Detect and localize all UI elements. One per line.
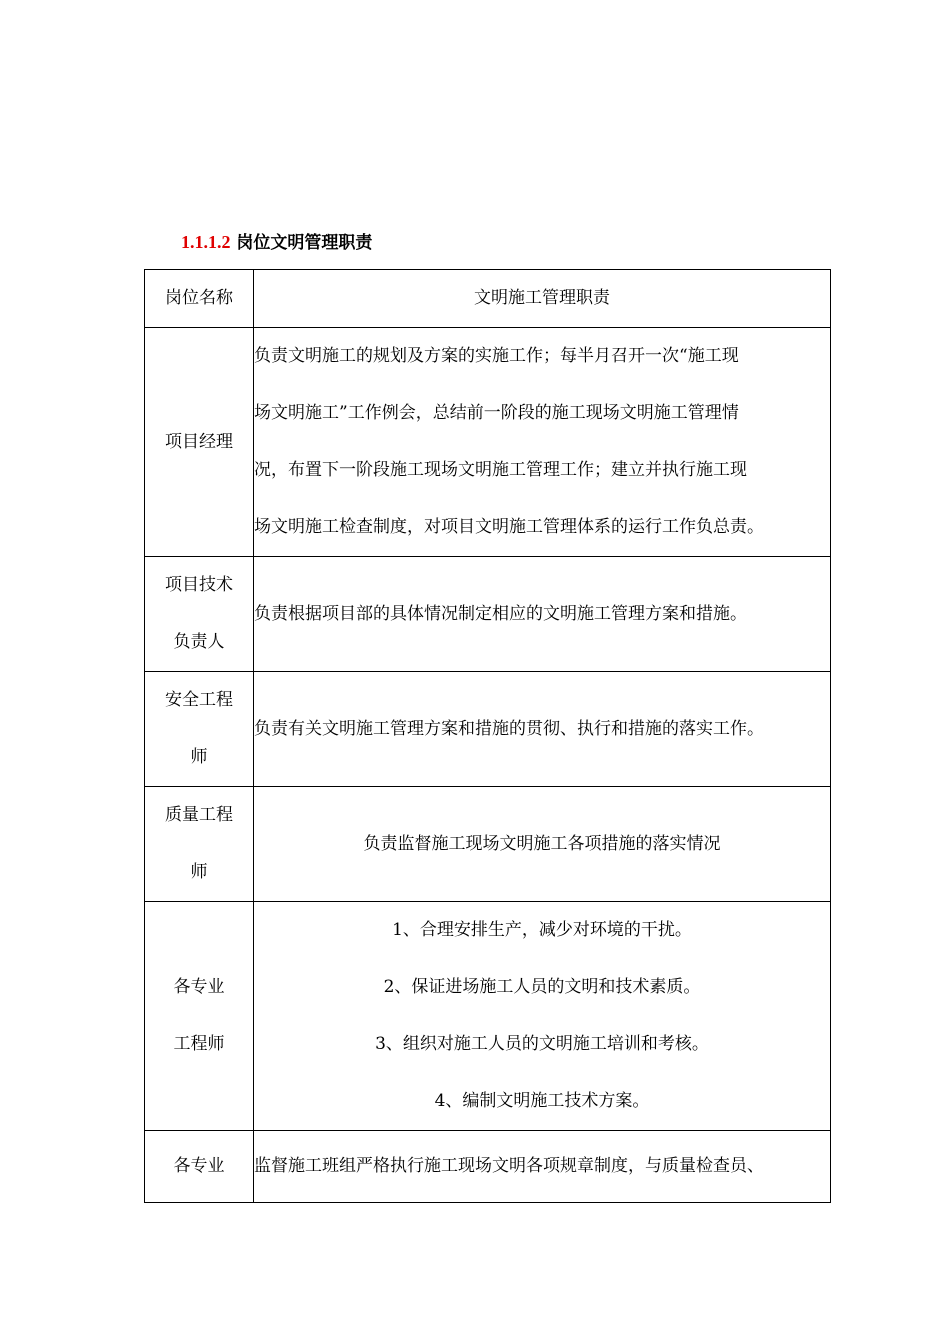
- table-row: [145, 787, 831, 902]
- header-duty: 文明施工管理职责: [254, 270, 831, 328]
- table-row: [145, 328, 831, 557]
- duty-table: [144, 269, 831, 1203]
- duty-cell: [254, 672, 831, 787]
- role-cell: [145, 672, 254, 787]
- duty-line: 监督施工班组严格执行施工现场文明各项规章制度，与质量检查员、: [254, 1156, 764, 1176]
- duty-list-item: 4、编制文明施工技术方案。: [434, 1091, 650, 1111]
- duty-list-item: 2、保证进场施工人员的文明和技术素质。: [383, 977, 701, 997]
- duty-line: 况，布置下一阶段施工现场文明施工管理工作；建立并执行施工现: [254, 460, 747, 480]
- duty-line: 负责有关文明施工管理方案和措施的贯彻、执行和措施的落实工作。: [254, 718, 764, 739]
- duty-cell: [254, 787, 831, 902]
- role-line: 安全工程: [165, 690, 233, 710]
- role-line: 负责人: [173, 632, 225, 652]
- role-line: 项目经理: [165, 431, 233, 452]
- duty-cell: [254, 902, 831, 1131]
- role-line: 工程师: [173, 1034, 225, 1054]
- duty-line: 场文明施工”工作例会，总结前一阶段的施工现场文明施工管理情: [254, 403, 739, 423]
- role-cell: [145, 787, 254, 902]
- duty-line: 负责监督施工现场文明施工各项措施的落实情况: [363, 833, 721, 854]
- role-line: 各专业: [173, 1156, 225, 1176]
- table-row: [145, 1131, 831, 1203]
- table-row: [145, 672, 831, 787]
- duty-list-item: 3、组织对施工人员的文明施工培训和考核。: [375, 1034, 709, 1054]
- duty-cell: [254, 1131, 831, 1203]
- role-cell: [145, 557, 254, 672]
- role-cell: [145, 328, 254, 557]
- section-title: 岗位文明管理职责: [236, 233, 373, 253]
- section-number: 1.1.1.2: [181, 232, 231, 252]
- table-row: [145, 902, 831, 1131]
- role-line: 项目技术: [165, 575, 233, 595]
- role-line: 各专业: [173, 977, 225, 997]
- duty-line: 负责文明施工的规划及方案的实施工作；每半月召开一次“施工现: [254, 346, 739, 366]
- header-role: 岗位名称: [145, 270, 254, 328]
- role-cell: [145, 1131, 254, 1203]
- role-line: 师: [190, 862, 208, 882]
- duty-line: 场文明施工检查制度，对项目文明施工管理体系的运行工作负总责。: [254, 517, 764, 537]
- table-row: [145, 557, 831, 672]
- duty-list-item: 1、合理安排生产，减少对环境的干扰。: [392, 920, 692, 940]
- section-heading: [181, 228, 372, 253]
- duty-cell: [254, 557, 831, 672]
- role-line: 师: [190, 747, 208, 767]
- table-header-row: [145, 270, 831, 328]
- duty-cell: [254, 328, 831, 557]
- duty-line: 负责根据项目部的具体情况制定相应的文明施工管理方案和措施。: [254, 603, 747, 624]
- role-line: 质量工程: [165, 805, 233, 825]
- role-cell: [145, 902, 254, 1131]
